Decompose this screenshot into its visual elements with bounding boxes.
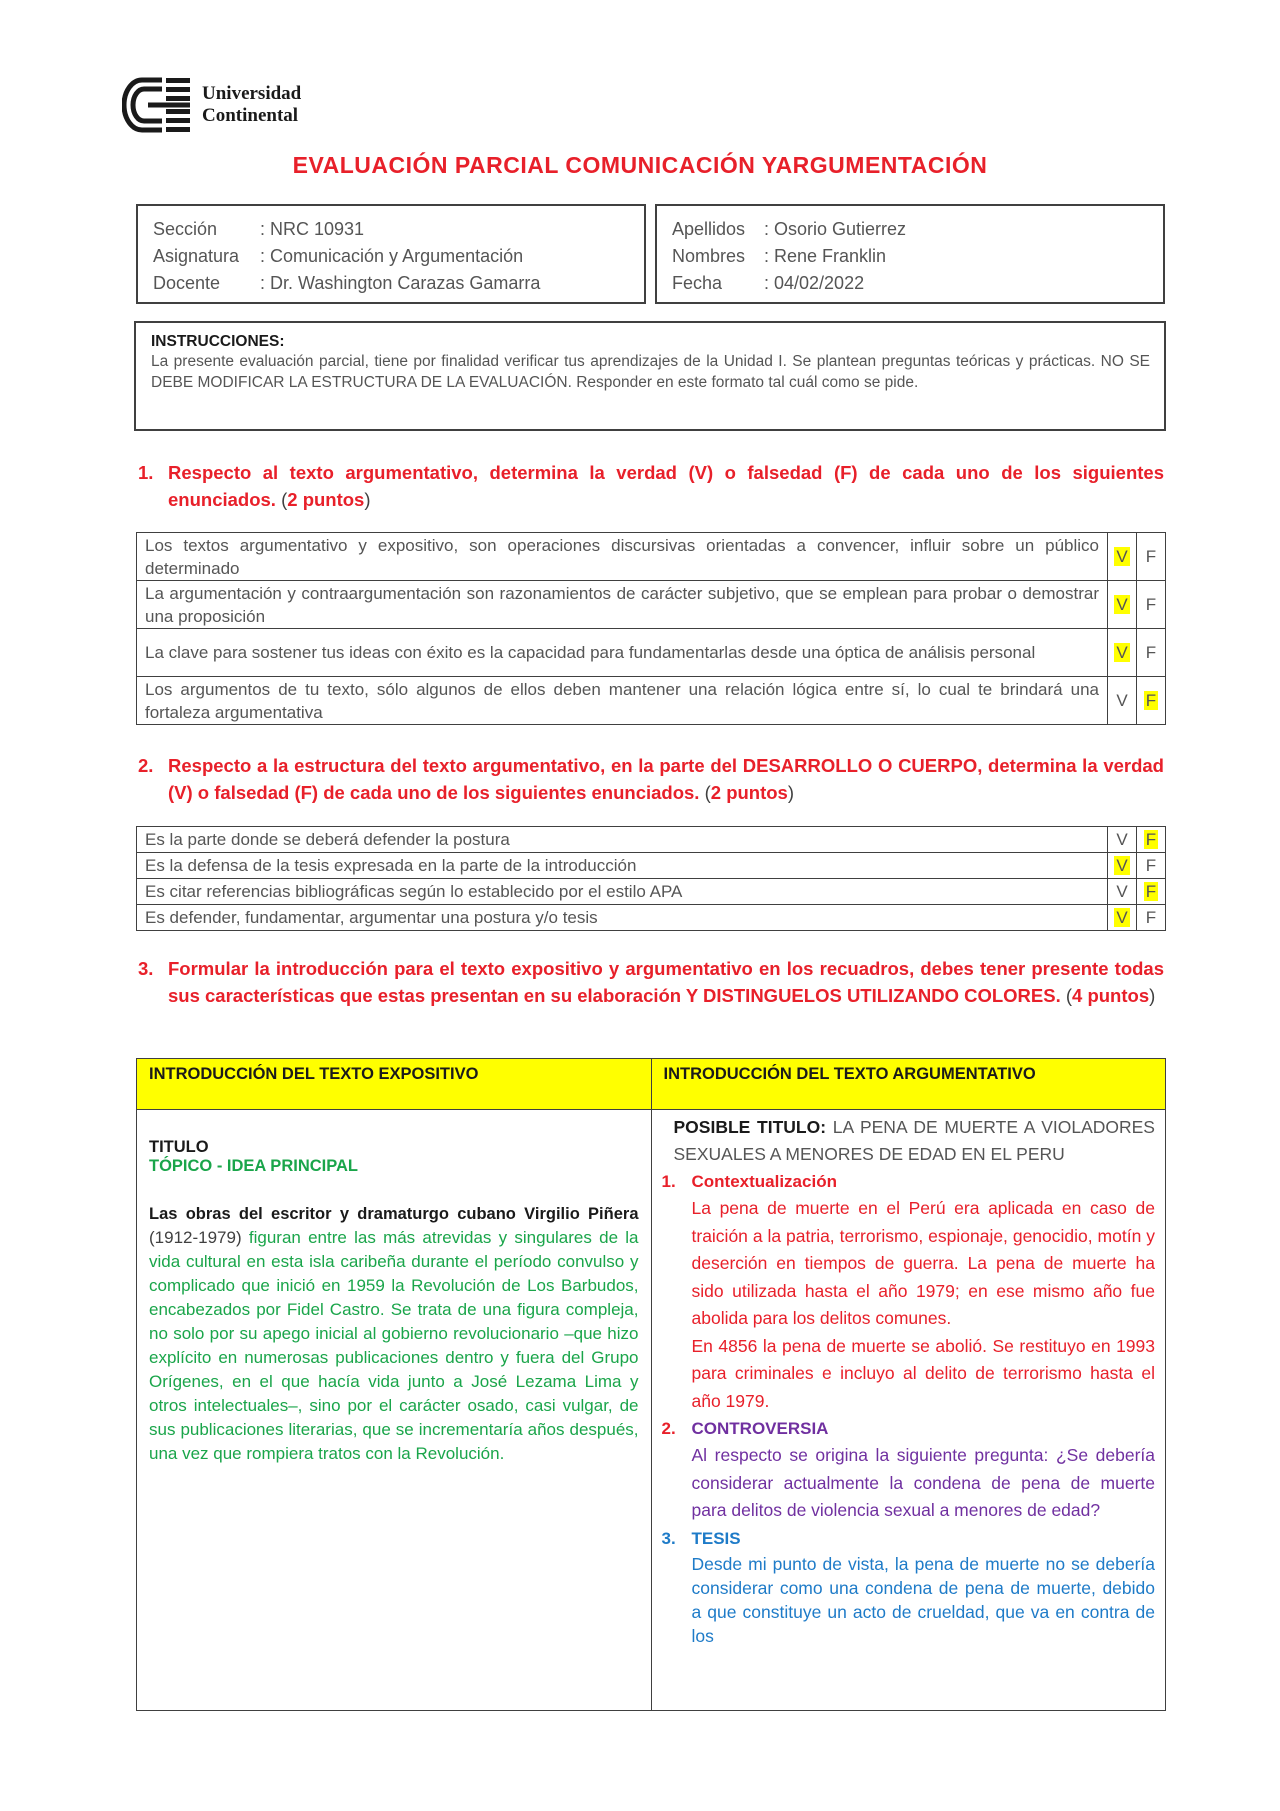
controversia-paragraph: Al respecto se origina la siguiente pregunta: ¿Se debería considerar actualmente la condena de pena de muerte para delitos de violencia sexual a menores de edad? (691, 1445, 1155, 1520)
course-info-box (136, 204, 646, 304)
logo-text (202, 83, 301, 127)
section-number: 1. (661, 1172, 676, 1191)
points-close: ) (364, 489, 371, 510)
question-text: Respecto a la estructura del texto argumentativo, en la parte del DESARROLLO O CUERPO, determina la verdad (V) o falsedad (F) de cada uno de los siguientes enunciados. (168, 755, 1164, 803)
info-value: : NRC 10931 (260, 219, 365, 239)
possible-title-text: LA PENA DE MUERTE A VIOLADORES SEXUALES A MENORES DE EDAD EN EL PERU (673, 1117, 1155, 1164)
info-value: : Rene Franklin (764, 246, 887, 266)
statement: Es defender, fundamentar, argumentar una postura y/o tesis (137, 905, 1108, 931)
v-option[interactable] (1108, 629, 1137, 677)
v-option[interactable]: V (1108, 827, 1137, 853)
f-option[interactable] (1137, 677, 1166, 725)
page-title: EVALUACIÓN PARCIAL COMUNICACIÓN YARGUMENTACIÓN (292, 152, 988, 178)
table-row (137, 1110, 1166, 1711)
section-number: 2. (661, 1419, 676, 1438)
paragraph-topic-sentence: Las obras del escritor y dramaturgo cubano Virgilio Piñera (149, 1205, 639, 1223)
question-number: 1. (138, 462, 154, 483)
selected-answer: V (1116, 546, 1128, 566)
section-title: CONTROVERSIA (691, 1419, 829, 1438)
question-points: 2 puntos (287, 489, 365, 510)
info-row-date (672, 270, 1163, 297)
selected-answer: V (1116, 907, 1128, 927)
statement: Es la defensa de la tesis expresada en la parte de la introducción (137, 853, 1108, 879)
v-option[interactable] (1108, 581, 1137, 629)
university-logo (122, 76, 301, 134)
expositivo-cell[interactable] (137, 1110, 652, 1711)
logo-line1: Universidad (202, 83, 302, 104)
f-option[interactable] (1137, 879, 1166, 905)
q1-table (136, 532, 1166, 725)
f-option[interactable]: F (1137, 905, 1166, 931)
question-2 (138, 752, 1164, 806)
section-number: 3. (661, 1528, 676, 1548)
statement: La clave para sostener tus ideas con éxito es la capacidad para fundamentarlas desde una óptica de análisis personal (137, 629, 1108, 677)
paragraph-years: (1912-1979) (149, 1228, 249, 1247)
topico-label: TÓPICO - IDEA PRINCIPAL (149, 1157, 359, 1175)
info-value: : 04/02/2022 (764, 273, 865, 293)
selected-answer: V (1116, 594, 1128, 614)
expositivo-paragraph (149, 1202, 639, 1466)
instructions-box (134, 321, 1166, 431)
v-option[interactable] (1108, 905, 1137, 931)
question-points: 4 puntos (1072, 985, 1150, 1006)
selected-answer: F (1145, 881, 1157, 901)
v-option[interactable]: V (1108, 879, 1137, 905)
points-open: ( (281, 489, 288, 510)
info-row-subject (153, 243, 644, 270)
statement: La argumentación y contraargumentación son razonamientos de carácter subjetivo, que se emplean para probar o demostrar una proposición (137, 581, 1108, 629)
selected-answer: F (1145, 690, 1157, 710)
logo-line2: Continental (202, 105, 299, 126)
f-option[interactable]: F (1137, 853, 1166, 879)
statement: Los textos argumentativo y expositivo, son operaciones discursivas orientadas a convencer, influir sobre un público determinado (137, 533, 1108, 581)
question-number: 3. (138, 958, 154, 979)
info-key: Fecha (672, 273, 723, 293)
points-close: ) (787, 782, 795, 803)
section-title: Contextualización (691, 1172, 837, 1191)
section-controversia (662, 1415, 1156, 1442)
selected-answer: V (1116, 855, 1128, 875)
statement: Es la parte donde se deberá defender la postura (137, 827, 1108, 853)
info-value: : Osorio Gutierrez (764, 219, 907, 239)
question-text: Formular la introducción para el texto expositivo y argumentativo en los recuadros, debes tener presente todas sus características que estas presentan en su elaboración Y DISTINGUELOS UTILIZANDO COLORES. (168, 958, 1164, 1006)
table-row (137, 879, 1166, 905)
question-3 (138, 955, 1164, 1009)
tesis-paragraph: Desde mi punto de vista, la pena de muerte no se debería considerar como una condena de pena de muerte, debido a que constituye un acto de crueldad, que va en contra de los (691, 1553, 1155, 1646)
table-row (137, 629, 1166, 677)
points-close: ) (1149, 985, 1156, 1006)
question-points: 2 puntos (710, 782, 788, 803)
info-row-section (153, 216, 644, 243)
table-row (137, 677, 1166, 725)
contextualizacion-p2: En 4856 la pena de muerte se abolió. Se restituyo en 1993 para criminales e incluyo al delito de terrorismo hasta el año 1979. (691, 1335, 1155, 1411)
table-row (137, 853, 1166, 879)
v-option[interactable] (1108, 853, 1137, 879)
info-row-names (672, 243, 1163, 270)
possible-title-label: POSIBLE TITULO: (673, 1117, 827, 1137)
possible-title (662, 1114, 1156, 1168)
instructions-heading: INSTRUCCIONES: (151, 333, 285, 350)
info-value: : Comunicación y Argumentación (260, 246, 524, 266)
titulo-label: TITULO (149, 1138, 209, 1156)
info-key: Sección (153, 219, 218, 239)
info-row-surname (672, 216, 1163, 243)
selected-answer: F (1145, 829, 1157, 849)
introduction-table (136, 1058, 1166, 1711)
table-row (137, 905, 1166, 931)
f-option[interactable]: F (1137, 629, 1166, 677)
table-row (137, 533, 1166, 581)
table-header-row (137, 1059, 1166, 1110)
v-option[interactable]: V (1108, 677, 1137, 725)
info-key: Docente (153, 273, 221, 293)
header-argumentativo: INTRODUCCIÓN DEL TEXTO ARGUMENTATIVO (651, 1059, 1166, 1110)
question-number: 2. (138, 755, 154, 776)
info-key: Apellidos (672, 219, 746, 239)
v-option[interactable] (1108, 533, 1137, 581)
f-option[interactable]: F (1137, 533, 1166, 581)
header-expositivo: INTRODUCCIÓN DEL TEXTO EXPOSITIVO (137, 1059, 652, 1110)
instructions-body: La presente evaluación parcial, tiene por finalidad verificar tus aprendizajes de la Unidad I. Se plantean preguntas teóricas y prácticas. NO SE DEBE MODIFICAR LA ESTRUCTURA DE LA EVALUACIÓN. Responder en este formato tal cuál como se pide. (151, 353, 1150, 391)
f-option[interactable] (1137, 827, 1166, 853)
question-text: Respecto al texto argumentativo, determina la verdad (V) o falsedad (F) de cada uno de los siguientes enunciados. (168, 462, 1164, 510)
contextualizacion-p1: La pena de muerte en el Perú era aplicada en caso de traición a la patria, terrorismo, espionaje, genocidio, motín y deserción en tiempos de guerra. La pena de muerte ha sido utilizada hasta el año 1979; en ese mismo año fue abolida para los delitos comunes. (691, 1198, 1155, 1328)
info-key: Nombres (672, 246, 746, 266)
points-open: ( (704, 782, 711, 803)
f-option[interactable]: F (1137, 581, 1166, 629)
info-value: : Dr. Washington Carazas Gamarra (260, 273, 541, 293)
info-row-teacher (153, 270, 644, 297)
info-key: Asignatura (153, 246, 240, 266)
student-info-box (655, 204, 1165, 304)
selected-answer: V (1116, 642, 1128, 662)
q2-table (136, 826, 1166, 931)
question-1 (138, 459, 1164, 513)
continental-logo-icon (122, 76, 192, 134)
table-row (137, 581, 1166, 629)
table-row (137, 827, 1166, 853)
statement: Es citar referencias bibliográficas según lo establecido por el estilo APA (137, 879, 1108, 905)
argumentativo-cell[interactable] (651, 1110, 1166, 1711)
section-tesis (662, 1525, 1156, 1552)
section-title: TESIS (691, 1528, 741, 1548)
paragraph-body: figuran entre las más atrevidas y singulares de la vida cultural en esta isla caribeña durante el período convulso y complicado que inició en 1959 la Revolución de Los Barbudos, encabezados por Fidel Castro. Se trata de una figura compleja, no solo por su apego inicial al gobierno revolucionario –que hizo explícito en numerosas publicaciones dentro y fuera del Grupo Orígenes, en el que hacía vida junto a José Lezama Lima y otros intelectuales–, sino por el carácter osado, casi vulgar, de sus publicaciones literarias, que se incrementaría años después, una vez que rompiera tratos con la Revolución. (149, 1228, 639, 1463)
statement: Los argumentos de tu texto, sólo algunos de ellos deben mantener una relación lógica entre sí, lo cual te brindará una fortaleza argumentativa (137, 677, 1108, 725)
points-open: ( (1065, 985, 1073, 1006)
section-contextualizacion (662, 1168, 1156, 1195)
